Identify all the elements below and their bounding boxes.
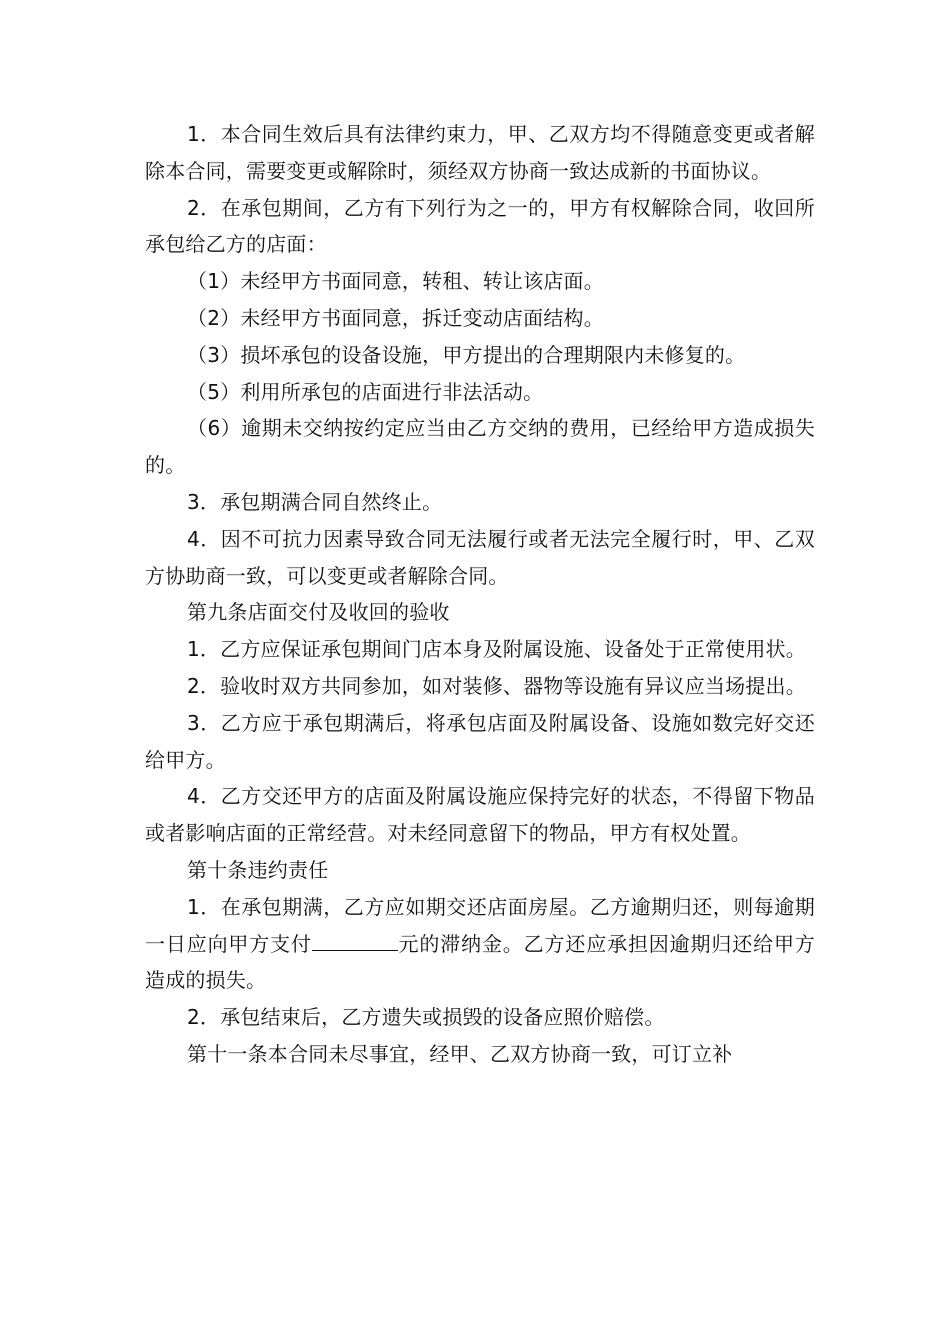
paragraph-2: 2．在承包期间，乙方有下列行为之一的，甲方有权解除合同，收回所承包给乙方的店面：	[145, 195, 815, 257]
paragraph-4: 4．因不可抗力因素导致合同无法履行或者无法完全履行时，甲、乙双方协助商一致，可以变更或者解除合同。	[145, 526, 815, 588]
list-item-6: （6）逾期未交纳按约定应当由乙方交纳的费用，已经给甲方造成损失的。	[145, 416, 815, 478]
list-item-2: （2）未经甲方书面同意，拆迁变动店面结构。	[187, 305, 604, 330]
article-11-start: 第十一条本合同未尽事宜，经甲、乙双方协商一致，可订立补	[187, 1041, 733, 1066]
article-9-item-2: 2．验收时双方共同参加，如对装修、器物等设施有异议应当场提出。	[187, 673, 806, 698]
list-item-3: （3）损坏承包的设备设施，甲方提出的合理期限内未修复的。	[187, 342, 746, 367]
section-heading-article-10: 第十条违约责任	[187, 857, 329, 882]
article-10-item-1-part-b: 元的滞纳金。乙方还应承担因逾期归还给甲方造成的损失。	[145, 931, 815, 993]
article-10-item-1-part-a: 1．在承包期满，乙方应如期交还店面房屋。乙方逾期归还，则每逾期一日应向甲方支付	[145, 894, 815, 956]
article-9-item-4: 4．乙方交还甲方的店面及附属设施应保持完好的状态，不得留下物品或者影响店面的正常经营。对未经同意留下的物品，甲方有权处置。	[145, 784, 815, 846]
list-item-5: （5）利用所承包的店面进行非法活动。	[187, 379, 544, 404]
fill-in-blank-amount[interactable]	[312, 928, 398, 951]
article-10-item-1	[145, 889, 815, 999]
section-heading-article-9: 第九条店面交付及收回的验收	[187, 600, 450, 625]
article-10-item-2: 2．承包结束后，乙方遗失或损毁的设备应照价赔偿。	[187, 1005, 665, 1030]
article-9-item-1: 1．乙方应保证承包期间门店本身及附属设施、设备处于正常使用状。	[187, 637, 806, 662]
paragraph-1: 1．本合同生效后具有法律约束力，甲、乙双方均不得随意变更或者解除本合同，需要变更或解除时，须经双方协商一致达成新的书面协议。	[145, 122, 815, 183]
document-body	[145, 116, 815, 1073]
article-9-item-3: 3．乙方应于承包期满后，将承包店面及附属设备、设施如数完好交还给甲方。	[145, 710, 815, 772]
paragraph-3: 3．承包期满合同自然终止。	[187, 489, 443, 514]
list-item-1: （1）未经甲方书面同意，转租、转让该店面。	[187, 269, 604, 294]
